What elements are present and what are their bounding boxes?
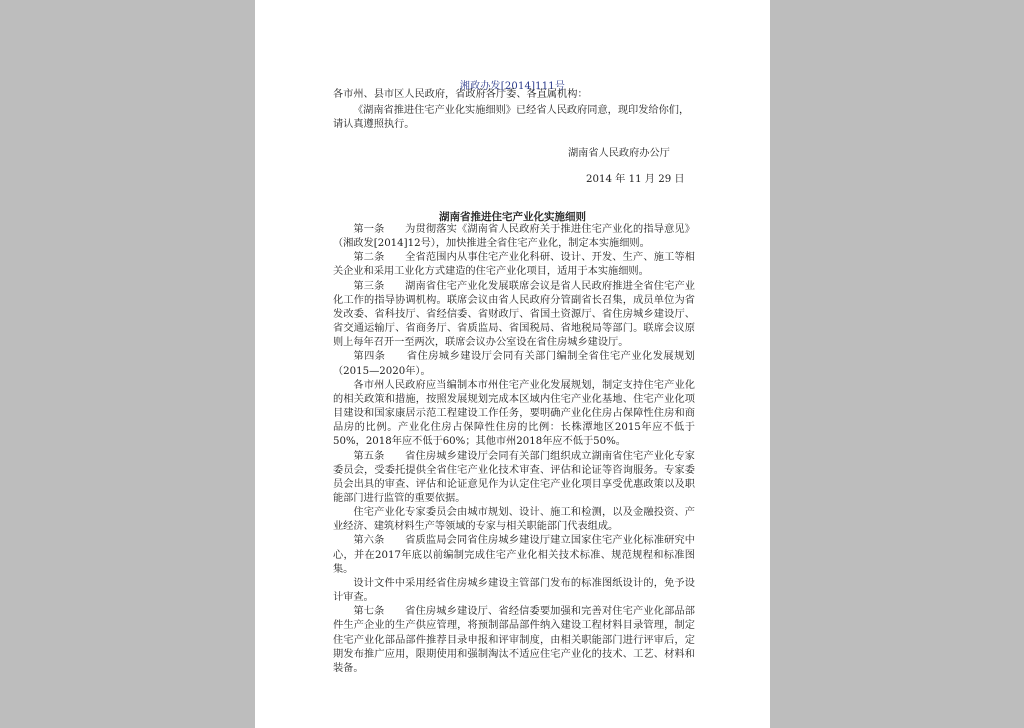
notice-line-2: 请认真遵照执行。	[333, 119, 415, 130]
notice-line-1: 《湖南省推进住宅产业化实施细则》已经省人民政府同意，现印发给你们，	[353, 105, 690, 116]
document-number: 湘政办发[2014]111号	[459, 81, 566, 92]
article-3: 第三条 湖南省住宅产业化发展联席会议是省人民政府推进全省住宅产业化工作的指导协调机构。联席会议由省人民政府分管副省长召集，成员单位为省发改委、省科技厅、省经信委、省财政厅、省国土资源厅、省住房城乡建设厅、省交通运输厅、省商务厅、省质监局、省国税局、省地税局等部门。联席会议原则上每年召开一至两次，联席会议办公室设在省住房城乡建设厅。	[333, 280, 695, 349]
article-1: 第一条 为贯彻落实《湖南省人民政府关于推进住宅产业化的指导意见》（湘政发[2014]12号），加快推进全省住宅产业化，制定本实施细则。	[333, 224, 695, 250]
issuer-signature: 湖南省人民政府办公厅	[568, 148, 670, 159]
document-body	[333, 223, 695, 676]
article-6-paragraph-2: 设计文件中采用经省住房城乡建设主管部门发布的标准图纸设计的，免予设计审查。	[333, 577, 695, 604]
issue-date: 2014 年 11 月 29 日	[586, 174, 685, 185]
article-4-paragraph-2: 各市州人民政府应当编制本市州住宅产业化发展规划，制定支持住宅产业化的相关政策和措施，按照发展规划完成本区域内住宅产业化基地、住宅产业化项目建设和国家康居示范工程建设工作任务，要明确产业化住房占保障性住房和商品房的比例。产业化住房占保障性住房的比例：长株潭地区2015年应不低于50%，2018年应不低于60%；其他市州2018年应不低于50%。	[333, 379, 695, 448]
document-page	[255, 0, 770, 728]
article-2: 第二条 全省范围内从事住宅产业化科研、设计、开发、生产、施工等相关企业和采用工业化方式建造的住宅产业化项目，适用于本实施细则。	[333, 252, 695, 278]
article-4: 第四条 省住房城乡建设厅会同有关部门编制全省住宅产业化发展规划（2015—2020年）。	[333, 351, 695, 377]
article-5-paragraph-2: 住宅产业化专家委员会由城市规划、设计、施工和检测，以及金融投资、产业经济、建筑材料生产等领域的专家与相关职能部门代表组成。	[333, 507, 695, 533]
article-7: 第七条 省住房城乡建设厅、省经信委要加强和完善对住宅产业化部品部件生产企业的生产供应管理，将预制部品部件纳入建设工程材料目录管理，制定住宅产业化部品部件推荐目录申报和评审制度，由相关职能部门进行评审后，定期发布推广应用，限期使用和强制淘汰不适应住宅产业化的技术、工艺、材料和装备。	[333, 606, 695, 674]
recipients-line: 各市州、县市区人民政府，省政府各厅委、各直属机构：	[333, 89, 588, 100]
article-5: 第五条 省住房城乡建设厅会同有关部门组织成立湖南省住宅产业化专家委员会，受委托提供全省住宅产业化技术审查、评估和论证等咨询服务。专家委员会出具的审查、评估和论证意见作为认定住宅产业化项目享受优惠政策以及职能部门进行监管的重要依据。	[333, 450, 695, 504]
article-6: 第六条 省质监局会同省住房城乡建设厅建立国家住宅产业化标准研究中心，并在2017年底以前编制完成住宅产业化相关技术标准、规范规程和标准图集。	[333, 535, 695, 575]
document-title: 湖南省推进住宅产业化实施细则	[439, 211, 586, 223]
